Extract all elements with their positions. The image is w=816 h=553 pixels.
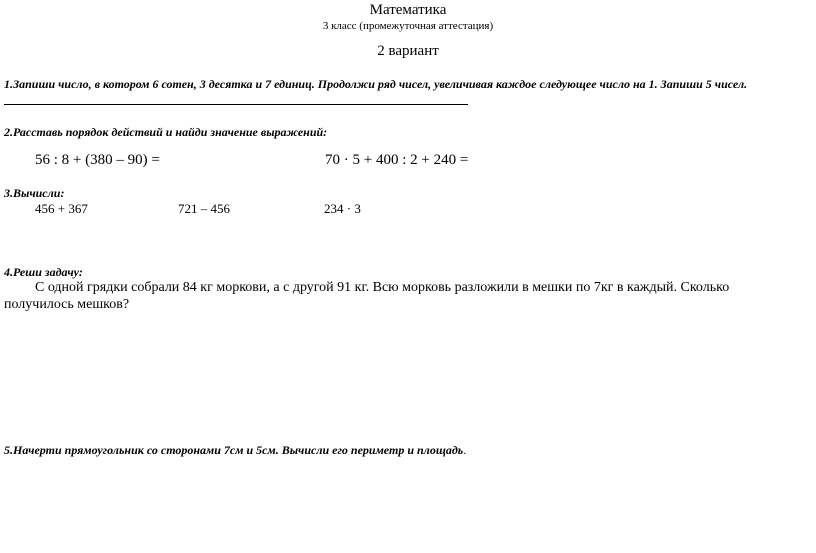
task-4-text-line-1: С одной грядки собрали 84 кг моркови, а с другой 91 кг. Всю морковь разложили в мешки по 7кг в каждый. Сколько — [35, 280, 730, 295]
task-4-heading: 4.Реши задачу: — [4, 265, 83, 279]
page-subtitle: 3 класс (промежуточная аттестация) — [322, 20, 494, 32]
task-3-heading: 3.Вычисли: — [4, 186, 65, 200]
task-2-expression-1: 56 : 8 + (380 – 90) = — [35, 152, 160, 168]
task-1-heading: 1.Запиши число, в котором 6 сотен, 3 десятка и 7 единиц. Продолжи ряд чисел, увеличивая каждое следующее число на 1. Запиши 5 чисел. — [4, 77, 748, 91]
task-3-calculation-3: 234 · 3 — [324, 201, 361, 216]
task-3-calculation-2: 721 – 456 — [178, 201, 230, 216]
variant-label: 2 вариант — [377, 43, 439, 59]
task-5-heading: 5.Начерти прямоугольник со сторонами 7см и 5см. Вычисли его периметр и площадь — [4, 443, 464, 457]
task-5-heading-period: . — [463, 443, 467, 457]
answer-line — [4, 104, 468, 105]
task-5-heading-row — [4, 441, 466, 459]
task-4-text-line-2: получилось мешков? — [4, 297, 130, 312]
task-2-expression-2: 70 · 5 + 400 : 2 + 240 = — [325, 152, 469, 168]
task-2-heading: 2.Расставь порядок действий и найди значение выражений: — [4, 125, 328, 139]
page-title: Математика — [369, 2, 447, 18]
task-3-calculation-1: 456 + 367 — [35, 201, 88, 216]
